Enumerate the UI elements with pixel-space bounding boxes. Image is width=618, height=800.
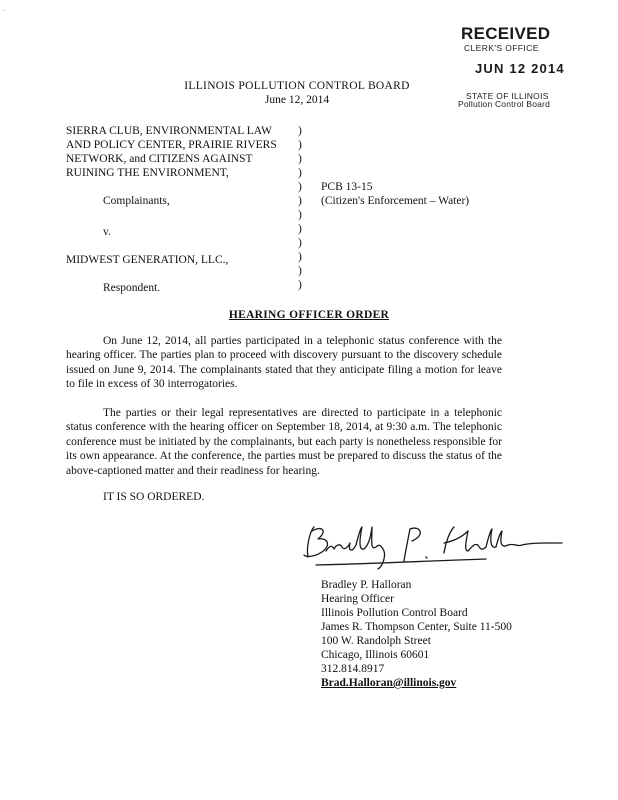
stamp-date: JUN 12 2014 [475,61,565,76]
complainants-label: Complainants, [103,195,170,207]
versus-label: v. [103,226,111,238]
respondent-name: MIDWEST GENERATION, LLC., [66,254,229,266]
caption-paren: ) [298,209,302,221]
signer-name: Bradley P. Halloran [321,579,412,591]
caption-paren: ) [298,265,302,277]
caption-paren: ) [298,167,302,179]
caption-paren: ) [298,223,302,235]
signer-building: James R. Thompson Center, Suite 11-500 [321,621,512,633]
signer-email-link[interactable]: Brad.Halloran@illinois.gov [321,677,457,689]
caption-paren: ) [298,237,302,249]
stamp-board-text: Pollution Control Board [458,99,551,109]
complainants-line: NETWORK, and CITIZENS AGAINST [66,153,253,165]
complainants-line: AND POLICY CENTER, PRAIRIE RIVERS [66,139,277,151]
signer-agency: Illinois Pollution Control Board [321,607,468,619]
signer-title: Hearing Officer [321,593,394,605]
corner-mark: .. [3,7,6,13]
case-number: PCB 13-15 [321,181,373,193]
caption-paren: ) [298,153,302,165]
signer-street: 100 W. Randolph Street [321,635,431,647]
caption-paren: ) [298,139,302,151]
caption-paren: ) [298,125,302,137]
order-paragraph-2: The parties or their legal representatives are directed to participate in a telephonic status conference with the hearing officer on September 18, 2014, at 9:30 a.m. The telephonic conference must be initiated by the complainants, but each party is nonetheless responsible for its own appearance. At the conference, the parties must be prepared to discuss the status of the above-captioned matter and their readiness for hearing. [66,407,502,477]
header-date: June 12, 2014 [264,94,330,106]
stamp-received-text: RECEIVED [461,24,551,43]
caption-paren: ) [298,251,302,263]
respondent-label: Respondent. [103,282,161,294]
stamp-state-text: STATE OF ILLINOIS [466,91,549,101]
signer-city: Chicago, Illinois 60601 [321,649,430,661]
header-agency: ILLINOIS POLLUTION CONTROL BOARD [184,80,410,92]
case-type: (Citizen's Enforcement – Water) [321,195,470,207]
closing-statement: IT IS SO ORDERED. [103,491,205,503]
order-title: HEARING OFFICER ORDER [228,309,390,321]
signer-phone: 312.814.8917 [321,663,385,675]
caption-paren: ) [298,195,302,207]
caption-paren: ) [298,279,302,291]
caption-paren: ) [298,181,302,193]
handwritten-signature [286,517,566,577]
stamp-office-text: CLERK'S OFFICE [464,43,539,53]
complainants-line: RUINING THE ENVIRONMENT, [66,167,229,179]
order-paragraph-1: On June 12, 2014, all parties participated in a telephonic status conference with the hearing officer. The parties plan to proceed with discovery pursuant to the discovery schedule issued on June 9, 2014. The complainants stated that they anticipate filing a motion for leave to file in excess of 30 interrogatories. [66,335,502,391]
complainants-line: SIERRA CLUB, ENVIRONMENTAL LAW [66,125,273,137]
